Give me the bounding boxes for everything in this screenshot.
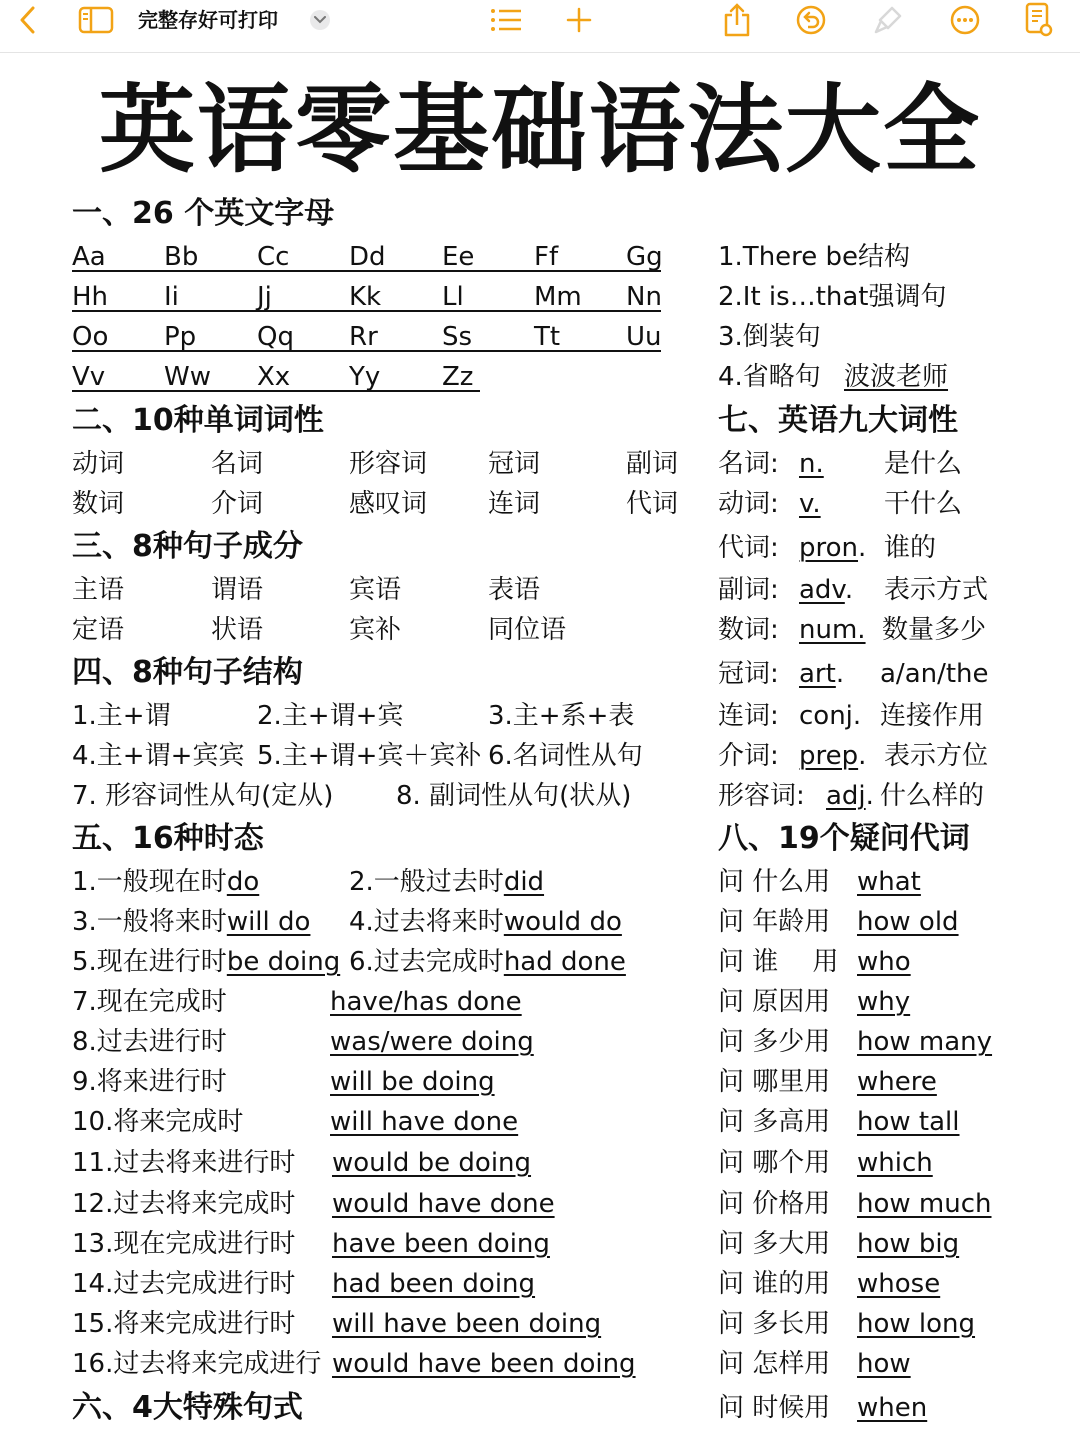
tense-label: 9.将来进行时 bbox=[72, 1067, 227, 1097]
question-word: how bbox=[857, 1349, 911, 1379]
grid-cell: 形容词 bbox=[349, 449, 428, 479]
question-label: 问 年龄用 bbox=[718, 907, 831, 937]
letter-cell: Yy bbox=[349, 362, 381, 392]
question-word: how long bbox=[857, 1309, 976, 1339]
pos-abbr bbox=[799, 444, 824, 484]
grid-cell: 动词 bbox=[72, 449, 125, 479]
tense-label: 11.过去将来进行时 bbox=[72, 1148, 296, 1178]
question-word: whose bbox=[857, 1269, 941, 1299]
undo-icon[interactable] bbox=[792, 0, 830, 40]
grid-cell: 名词 bbox=[211, 449, 264, 479]
letter-cell: Ii bbox=[164, 282, 179, 312]
pos-abbr-text: n. bbox=[799, 449, 824, 479]
letter-cell: Nn bbox=[626, 282, 662, 312]
pos-label: 冠词: bbox=[718, 659, 779, 689]
structure-item: 3.主+系+表 bbox=[488, 701, 635, 731]
pos-abbr-text: adv bbox=[799, 575, 845, 605]
question-word: how tall bbox=[857, 1107, 960, 1137]
pos-abbr-dot: . bbox=[865, 781, 874, 811]
structure-item: 6.名词性从句 bbox=[488, 741, 643, 771]
grid-cell: 介词 bbox=[211, 489, 264, 519]
question-word: what bbox=[857, 867, 921, 897]
question-word: where bbox=[857, 1067, 937, 1097]
pos-abbr bbox=[799, 484, 821, 524]
pos-label: 代词: bbox=[718, 533, 779, 563]
grid-cell: 表语 bbox=[488, 575, 541, 605]
structure-item: 4.主+谓+宾宾 bbox=[72, 741, 245, 771]
question-word: how old bbox=[857, 907, 959, 937]
question-label: 问 谁的用 bbox=[718, 1269, 831, 1299]
pos-meaning: 谁的 bbox=[884, 533, 937, 563]
list-icon[interactable] bbox=[486, 0, 526, 40]
pos-meaning: 表示方式 bbox=[884, 575, 989, 605]
grid-cell: 数词 bbox=[72, 489, 125, 519]
tense-form: would have done bbox=[332, 1189, 555, 1219]
tense-label: 15.将来完成进行时 bbox=[72, 1309, 296, 1339]
pos-abbr-text: num. bbox=[799, 615, 866, 645]
grid-cell: 同位语 bbox=[488, 615, 567, 645]
section-7-heading: 七、英语九大词性 bbox=[718, 403, 958, 438]
letter-cell: Zz bbox=[442, 362, 474, 392]
tense-label: 1.一般现在时 bbox=[72, 867, 227, 897]
letter-cell: Jj bbox=[257, 282, 272, 312]
pos-label: 数词: bbox=[718, 615, 779, 645]
pos-meaning: 是什么 bbox=[884, 449, 963, 479]
teacher-name: 波波老师 bbox=[844, 362, 949, 392]
pos-abbr bbox=[799, 736, 866, 776]
question-word: how much bbox=[857, 1189, 992, 1219]
letter-cell: Ff bbox=[534, 242, 559, 272]
letter-cell: Cc bbox=[257, 242, 290, 272]
tense-label: 6.过去完成时 bbox=[349, 947, 504, 977]
question-label: 问 多大用 bbox=[718, 1229, 831, 1259]
tense-item bbox=[349, 942, 626, 982]
letter-cell: Pp bbox=[164, 322, 197, 352]
back-icon[interactable] bbox=[10, 0, 44, 40]
pos-label: 名词: bbox=[718, 449, 779, 479]
pos-abbr-text: v. bbox=[799, 489, 821, 519]
pos-label: 连词: bbox=[718, 701, 779, 731]
letter-cell: Aa bbox=[72, 242, 106, 272]
structure-item: 7. 形容词性从句(定从) bbox=[72, 781, 334, 811]
question-label: 问 多高用 bbox=[718, 1107, 831, 1137]
section-6-heading: 六、4大特殊句式 bbox=[72, 1390, 303, 1425]
tense-label: 8.过去进行时 bbox=[72, 1027, 227, 1057]
question-word: why bbox=[857, 987, 911, 1017]
pos-abbr bbox=[826, 776, 874, 816]
question-word: when bbox=[857, 1393, 928, 1423]
section-3-heading: 三、8种句子成分 bbox=[72, 529, 303, 564]
pos-meaning: 干什么 bbox=[884, 489, 963, 519]
question-label: 问 价格用 bbox=[718, 1189, 831, 1219]
pos-meaning: 表示方位 bbox=[884, 741, 989, 771]
tense-form: do bbox=[226, 867, 260, 897]
letter-cell: Vv bbox=[72, 362, 106, 392]
question-word: which bbox=[857, 1148, 933, 1178]
letter-cell: Ww bbox=[164, 362, 211, 392]
question-label: 问 多少用 bbox=[718, 1027, 831, 1057]
sidebar-icon[interactable] bbox=[76, 0, 116, 40]
tense-form: had been doing bbox=[332, 1269, 536, 1299]
tense-form: would be doing bbox=[332, 1148, 532, 1178]
grid-cell: 宾语 bbox=[349, 575, 402, 605]
tense-form: had done bbox=[503, 947, 626, 977]
section-4-heading: 四、8种句子结构 bbox=[72, 655, 303, 690]
tense-label: 13.现在完成进行时 bbox=[72, 1229, 296, 1259]
pos-abbr bbox=[799, 528, 866, 568]
pos-abbr-text: art bbox=[799, 659, 836, 689]
letter-cell: Xx bbox=[257, 362, 291, 392]
question-label: 问 谁 用 bbox=[718, 947, 839, 977]
brush-icon[interactable] bbox=[868, 0, 908, 40]
tense-label: 10.将来完成时 bbox=[72, 1107, 244, 1137]
toolbar bbox=[0, 0, 1080, 53]
tense-form: would have been doing bbox=[332, 1349, 636, 1379]
section-1-heading: 一、26 个英文字母 bbox=[72, 196, 335, 231]
letter-cell: Rr bbox=[349, 322, 378, 352]
letter-cell: Hh bbox=[72, 282, 109, 312]
pos-abbr-dot: . bbox=[835, 659, 845, 689]
question-label: 问 什么用 bbox=[718, 867, 831, 897]
tense-label: 5.现在进行时 bbox=[72, 947, 227, 977]
pos-abbr-text: pron bbox=[799, 533, 859, 563]
plus-icon[interactable] bbox=[562, 0, 596, 40]
tense-item bbox=[349, 902, 622, 942]
pos-label: 介词: bbox=[718, 741, 779, 771]
section-8-heading: 八、19个疑问代词 bbox=[718, 821, 970, 856]
question-label: 问 多长用 bbox=[718, 1309, 831, 1339]
question-label: 问 哪里用 bbox=[718, 1067, 831, 1097]
pos-abbr-text: conj. bbox=[799, 701, 862, 731]
tense-form: would do bbox=[503, 907, 622, 937]
letter-cell: Ll bbox=[442, 282, 464, 312]
grid-cell: 代词 bbox=[626, 489, 679, 519]
share-icon[interactable] bbox=[718, 0, 756, 40]
grid-cell: 副词 bbox=[626, 449, 679, 479]
grid-cell: 冠词 bbox=[488, 449, 541, 479]
question-label: 问 原因用 bbox=[718, 987, 831, 1017]
letter-cell: Dd bbox=[349, 242, 386, 272]
tense-label: 7.现在完成时 bbox=[72, 987, 227, 1017]
pos-abbr-text: adj bbox=[826, 781, 866, 811]
tense-form: will be doing bbox=[330, 1067, 495, 1097]
pos-meaning: 连接作用 bbox=[880, 701, 985, 731]
pos-abbr bbox=[799, 696, 861, 736]
grid-cell: 连词 bbox=[488, 489, 541, 519]
letter-cell: Ee bbox=[442, 242, 475, 272]
pos-abbr bbox=[799, 654, 844, 694]
tense-label: 14.过去完成进行时 bbox=[72, 1269, 296, 1299]
grid-cell: 状语 bbox=[211, 615, 264, 645]
pos-abbr-dot: . bbox=[858, 741, 867, 771]
tense-form: did bbox=[503, 867, 545, 897]
tense-item bbox=[72, 902, 310, 942]
tense-form: will do bbox=[226, 907, 311, 937]
pos-meaning: 数量多少 bbox=[882, 615, 987, 645]
letter-cell: Gg bbox=[626, 242, 663, 272]
document-settings-icon[interactable] bbox=[1020, 0, 1058, 40]
question-word: who bbox=[857, 947, 911, 977]
special-sentence-item: 1.There be结构 bbox=[718, 242, 911, 272]
letter-cell: Mm bbox=[534, 282, 582, 312]
document-title[interactable]: 完整存好可打印 bbox=[138, 8, 278, 32]
grid-cell: 谓语 bbox=[211, 575, 264, 605]
special-sentence-item: 4.省略句 bbox=[718, 362, 821, 392]
special-sentence-item: 3.倒装句 bbox=[718, 322, 821, 352]
question-label: 问 怎样用 bbox=[718, 1349, 831, 1379]
tense-item bbox=[72, 862, 259, 902]
letter-cell: Ss bbox=[442, 322, 473, 352]
tense-item bbox=[72, 942, 340, 982]
section-2-heading: 二、10种单词词性 bbox=[72, 403, 324, 438]
tense-label: 3.一般将来时 bbox=[72, 907, 227, 937]
more-icon[interactable] bbox=[946, 0, 984, 40]
letter-cell: Oo bbox=[72, 322, 109, 352]
structure-item: 5.主+谓+宾＋宾补 bbox=[257, 741, 482, 771]
pos-abbr bbox=[799, 570, 853, 610]
tense-form: was/were doing bbox=[330, 1027, 534, 1057]
tense-form: have been doing bbox=[332, 1229, 550, 1259]
letter-cell: Tt bbox=[534, 322, 561, 352]
structure-item: 8. 副词性从句(状从) bbox=[396, 781, 632, 811]
tense-label: 2.一般过去时 bbox=[349, 867, 504, 897]
section-5-heading: 五、16种时态 bbox=[72, 821, 264, 856]
tense-form: will have done bbox=[330, 1107, 519, 1137]
pos-meaning: 什么样的 bbox=[880, 781, 985, 811]
structure-item: 1.主+谓 bbox=[72, 701, 171, 731]
special-sentence-item: 2.It is…that强调句 bbox=[718, 282, 947, 312]
pos-abbr-dot: . bbox=[858, 533, 867, 563]
pos-label: 副词: bbox=[718, 575, 779, 605]
pos-meaning: a/an/the bbox=[880, 659, 989, 689]
letter-cell: Uu bbox=[626, 322, 662, 352]
grid-cell: 定语 bbox=[72, 615, 125, 645]
letter-cell: Kk bbox=[349, 282, 382, 312]
tense-item bbox=[349, 862, 544, 902]
pos-abbr-text: prep bbox=[799, 741, 859, 771]
letter-cell: Qq bbox=[257, 322, 294, 352]
grid-cell: 宾补 bbox=[349, 615, 402, 645]
question-word: how many bbox=[857, 1027, 993, 1057]
page-title: 英语零基础语法大全 bbox=[99, 74, 981, 186]
question-word: how big bbox=[857, 1229, 960, 1259]
pos-label: 动词: bbox=[718, 489, 779, 519]
letter-cell: Bb bbox=[164, 242, 199, 272]
tense-label: 12.过去将来完成时 bbox=[72, 1189, 296, 1219]
tense-label: 4.过去将来时 bbox=[349, 907, 504, 937]
tense-label: 16.过去将来完成进行 bbox=[72, 1349, 322, 1379]
tense-form: have/has done bbox=[330, 987, 522, 1017]
grid-cell: 感叹词 bbox=[349, 489, 428, 519]
chevron-down-icon[interactable] bbox=[310, 10, 330, 30]
pos-abbr-dot: . bbox=[844, 575, 854, 605]
question-label: 问 哪个用 bbox=[718, 1148, 831, 1178]
question-label: 问 时候用 bbox=[718, 1393, 831, 1423]
tense-form: be doing bbox=[226, 947, 341, 977]
tense-form: will have been doing bbox=[332, 1309, 602, 1339]
grid-cell: 主语 bbox=[72, 575, 125, 605]
pos-abbr bbox=[799, 610, 866, 650]
structure-item: 2.主+谓+宾 bbox=[257, 701, 404, 731]
pos-label: 形容词: bbox=[718, 781, 805, 811]
